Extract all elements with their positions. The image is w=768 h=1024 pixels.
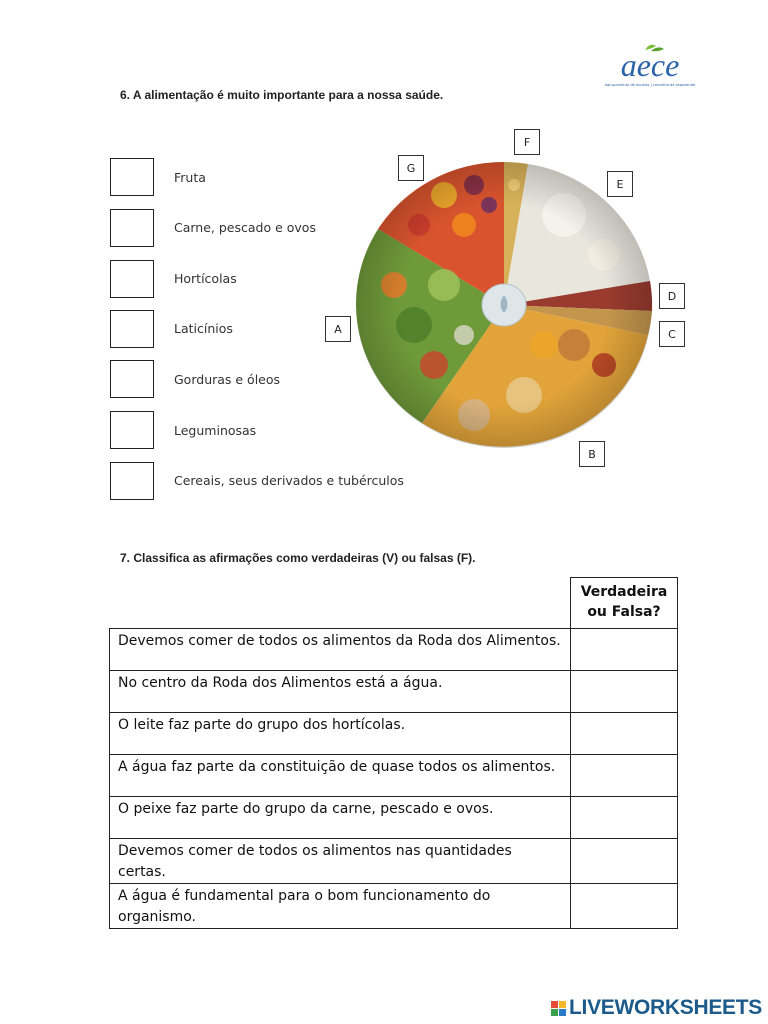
group-label-carne: Carne, pescado e ovos: [174, 220, 316, 235]
question-6-title: 6. A alimentação é muito importante para a nossa saúde.: [120, 88, 444, 102]
food-wheel-image: [354, 160, 654, 450]
true-false-table: [109, 577, 678, 929]
answer-box-cereais[interactable]: [110, 462, 154, 500]
wheel-label-b: B: [579, 441, 605, 467]
table-row: [110, 629, 678, 671]
answer-box-carne[interactable]: [110, 209, 154, 247]
wheel-label-e: E: [607, 171, 633, 197]
table-header-answer: [571, 578, 678, 629]
liveworksheets-brand: [551, 996, 762, 1020]
header-line-2: ou Falsa?: [587, 604, 661, 620]
answer-cell[interactable]: [571, 839, 678, 884]
answer-cell[interactable]: [571, 884, 678, 929]
wheel-label-c: C: [659, 321, 685, 347]
answer-cell[interactable]: [571, 629, 678, 671]
statement-cell: Devemos comer de todos os alimentos da Roda dos Alimentos.: [110, 629, 571, 671]
wheel-label-f: F: [514, 129, 540, 155]
statement-cell: Devemos comer de todos os alimentos nas quantidades certas.: [110, 839, 571, 884]
group-label-leguminosas: Leguminosas: [174, 423, 257, 438]
answer-box-horticolas[interactable]: [110, 260, 154, 298]
table-row: [110, 755, 678, 797]
table-row: [110, 884, 678, 929]
table-row: [110, 671, 678, 713]
wheel-label-g: G: [398, 155, 424, 181]
statement-cell: A água faz parte da constituição de quase todos os alimentos.: [110, 755, 571, 797]
group-label-fruta: Fruta: [174, 170, 206, 185]
table-row: [110, 713, 678, 755]
wheel-label-a: A: [325, 316, 351, 342]
answer-box-fruta[interactable]: [110, 158, 154, 196]
group-label-laticinios: Laticínios: [174, 321, 233, 336]
header-line-1: Verdadeira: [580, 584, 668, 600]
table-row: [110, 797, 678, 839]
school-logo: [598, 40, 702, 90]
group-label-gorduras: Gorduras e óleos: [174, 372, 281, 387]
brand-text: LIVEWORKSHEETS: [569, 996, 762, 1019]
group-label-cereais: Cereais, seus derivados e tubérculos: [174, 473, 404, 488]
question-7-title: 7. Classifica as afirmações como verdadeiras (V) ou falsas (F).: [120, 551, 476, 565]
answer-cell[interactable]: [571, 755, 678, 797]
group-label-horticolas: Hortícolas: [174, 271, 237, 286]
statement-cell: No centro da Roda dos Alimentos está a água.: [110, 671, 571, 713]
statement-cell: A água é fundamental para o bom funcionamento do organismo.: [110, 884, 571, 929]
answer-box-laticinios[interactable]: [110, 310, 154, 348]
statement-cell: O peixe faz parte do grupo da carne, pescado e ovos.: [110, 797, 571, 839]
table-row: [110, 839, 678, 884]
logo-caption: agrupamento de escolas | concelho de esposende: [604, 83, 696, 87]
answer-cell[interactable]: [571, 671, 678, 713]
answer-box-leguminosas[interactable]: [110, 411, 154, 449]
table-header-empty: [110, 578, 571, 629]
statement-cell: O leite faz parte do grupo dos hortícolas.: [110, 713, 571, 755]
wheel-label-d: D: [659, 283, 685, 309]
liveworksheets-logo-icon: [551, 1001, 566, 1016]
answer-cell[interactable]: [571, 797, 678, 839]
answer-cell[interactable]: [571, 713, 678, 755]
answer-box-gorduras[interactable]: [110, 360, 154, 398]
logo-text: aece: [620, 47, 680, 83]
